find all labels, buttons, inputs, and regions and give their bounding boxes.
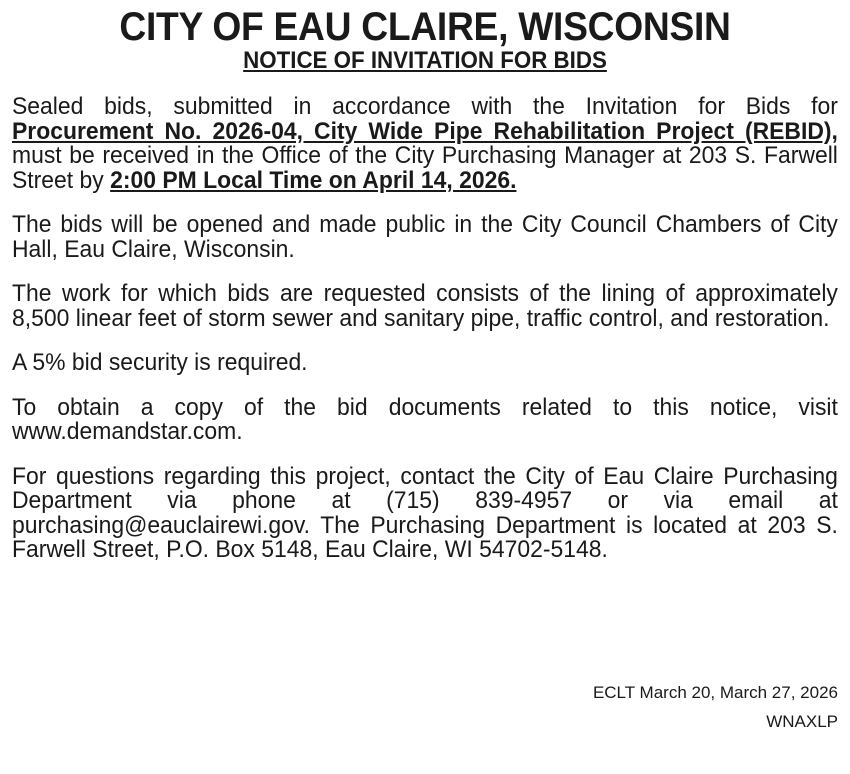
bid-security-paragraph: A 5% bid security is required. — [12, 349, 308, 376]
notice-subtitle-text: NOTICE OF INVITATION FOR BIDS — [243, 47, 607, 74]
publication-code: WNAXLP — [766, 712, 838, 731]
procurement-number: Procurement No. 2026-04, City Wide Pipe Rehabilitation Project (REBID), — [12, 117, 838, 145]
notice-subtitle — [41, 48, 809, 74]
bid-submission-paragraph — [12, 95, 838, 193]
bid-submission-location: must be received in the Office of the City Purchasing Manager at 203 S. Farwell Street by — [12, 142, 838, 194]
publication-dates: ECLT March 20, March 27, 2026 — [592, 683, 838, 702]
bid-opening-paragraph: The bids will be opened and made public in the City Council Chambers of City Hall, Eau Claire, Wisconsin. — [12, 211, 838, 263]
bid-submission-intro: Sealed bids, submitted in accordance with the Invitation for Bids for — [12, 93, 838, 120]
bid-documents-paragraph: To obtain a copy of the bid documents related to this notice, visit www.demandstar.com. — [12, 393, 838, 445]
notice-title: CITY OF EAU CLAIRE, WISCONSIN — [119, 5, 731, 49]
bid-deadline: 2:00 PM Local Time on April 14, 2026. — [110, 166, 517, 194]
work-scope-paragraph: The work for which bids are requested consists of the lining of approximately 8,500 linear feet of storm sewer and sanitary pipe, traffic control, and restoration. — [12, 280, 838, 332]
contact-paragraph: For questions regarding this project, contact the City of Eau Claire Purchasing Department via phone at (715) 839-4957 or via email at purchasing@eauclairewi.gov. The Purchasing Department is located at 203 S. Farwell Street, P.O. Box 5148, Eau Claire, WI 54702-5148. — [12, 462, 838, 563]
